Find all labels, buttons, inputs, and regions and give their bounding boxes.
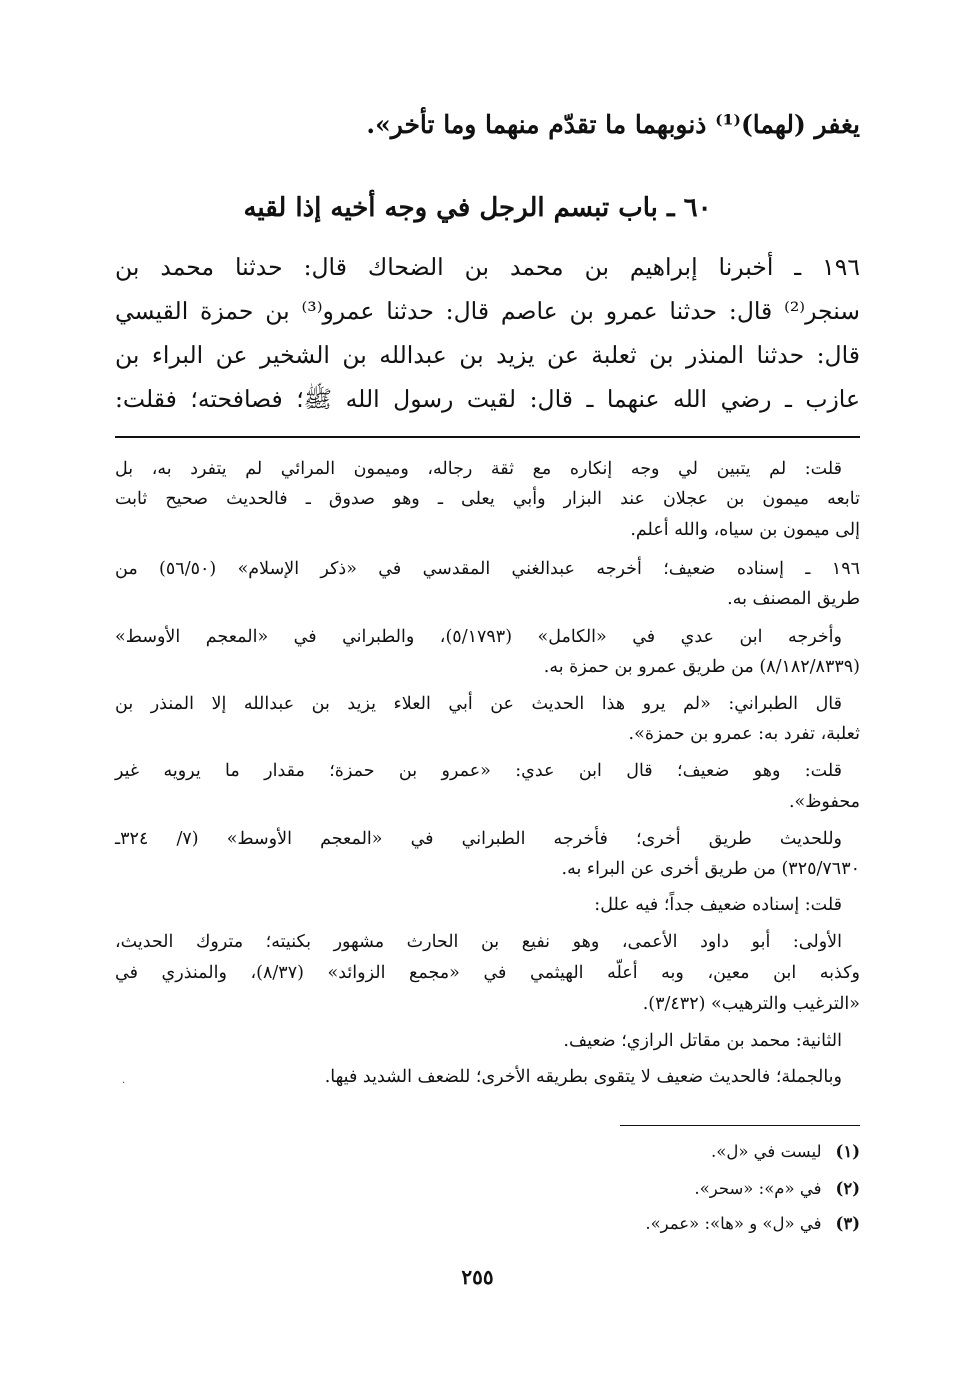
hadith-text-line-1: ١٩٦ ـ أخبرنا إبراهيم بن محمد بن الضحاك قال: حدثنا محمد بن bbox=[115, 253, 860, 281]
hadith-text-line-2: سنجر⁽²⁾ قال: حدثنا عمرو بن عاصم قال: حدثنا عمرو⁽³⁾ بن حمزة القيسي bbox=[115, 297, 860, 325]
note-line: تابعه ميمون بن عجلان عند البزار وأبي يعلى ـ وهو صدوق ـ فالحديث صحيح ثابت bbox=[115, 489, 860, 509]
note-line: الثانية: محمد بن مقاتل الرازي؛ ضعيف. bbox=[563, 1031, 842, 1051]
note-line: ١٩٦ ـ إسناده ضعيف؛ أخرجه عبدالغني المقدسي في «ذكر الإسلام» (٥٦/٥٠) من bbox=[115, 559, 860, 579]
notes-divider bbox=[115, 436, 860, 438]
page-number: ٢٥٥ bbox=[461, 1265, 494, 1289]
footnote-2 bbox=[694, 1179, 860, 1198]
footnote-text: ليست في «ل». bbox=[711, 1142, 822, 1161]
note-line: إلى ميمون بن سياه، والله أعلم. bbox=[630, 520, 860, 540]
note-line: الأولى: أبو داود الأعمى، وهو نفيع بن الحارث مشهور بكنيته؛ متروك الحديث، bbox=[115, 932, 842, 952]
note-line: وللحديث طريق أخرى؛ فأخرجه الطبراني في «المعجم الأوسط» (٧/ ٣٢٤ـ bbox=[115, 829, 842, 849]
hadith-text-line-3: قال: حدثنا المنذر بن ثعلبة عن يزيد بن عبدالله بن الشخير عن البراء بن bbox=[115, 341, 860, 369]
footnotes-divider bbox=[620, 1125, 860, 1126]
note-line: قلت: إسناده ضعيف جداً؛ فيه علل: bbox=[594, 895, 842, 915]
note-line: قال الطبراني: «لم يرو هذا الحديث عن أبي العلاء يزيد بن عبدالله إلا المنذر بن bbox=[115, 694, 842, 714]
note-line: قلت: وهو ضعيف؛ قال ابن عدي: «عمرو بن حمزة؛ مقدار ما يرويه غير bbox=[115, 761, 842, 781]
footnote-number: (٣) bbox=[835, 1214, 860, 1233]
footnote-text: في «ل» و «ها»: «عمر». bbox=[645, 1214, 822, 1233]
footnote-text: في «م»: «سحر». bbox=[694, 1179, 822, 1198]
note-line: ٣٢٥/٧٦٣٠) من طريق أخرى عن البراء به. bbox=[561, 859, 860, 879]
note-line: (٨/١٨٢/٨٣٣٩) من طريق عمرو بن حمزة به. bbox=[543, 657, 860, 677]
note-line: محفوظ». bbox=[788, 792, 860, 812]
note-line: ثعلبة، تفرد به: عمرو بن حمزة». bbox=[628, 724, 860, 744]
note-line: وكذبه ابن معين، وبه أعلّه الهيثمي في «مجمع الزوائد» (٨/٣٧)، والمنذري في bbox=[115, 963, 860, 983]
footnote-number: (٢) bbox=[835, 1179, 860, 1198]
note-line: «الترغيب والترهيب» (٣/٤٣٢). bbox=[642, 994, 860, 1014]
note-line: طريق المصنف به. bbox=[727, 589, 860, 609]
scan-speck: · bbox=[122, 1078, 126, 1089]
chapter-heading: ٦٠ ـ باب تبسم الرجل في وجه أخيه إذا لقيه bbox=[243, 193, 712, 223]
footnote-1 bbox=[711, 1142, 860, 1161]
footnote-3 bbox=[645, 1214, 860, 1233]
note-line: وأخرجه ابن عدي في «الكامل» (٥/١٧٩٣)، والطبراني في «المعجم الأوسط» bbox=[115, 627, 842, 647]
continuation-line: يغفر (لهما)⁽¹⁾ ذنوبهما ما تقدّم منهما وما تأخر». bbox=[366, 110, 860, 139]
hadith-text-line-4: عازب ـ رضي الله عنهما ـ قال: لقيت رسول الله ﷺ؛ فصافحته؛ فقلت: bbox=[115, 385, 860, 413]
note-line: قلت: لم يتبين لي وجه إنكاره مع ثقة رجاله، وميمون المرائي لم يتفرد به، بل bbox=[115, 459, 842, 479]
note-line: وبالجملة؛ فالحديث ضعيف لا يتقوى بطريقه الأخرى؛ للضعف الشديد فيها. bbox=[324, 1067, 842, 1087]
footnote-number: (١) bbox=[835, 1142, 860, 1161]
